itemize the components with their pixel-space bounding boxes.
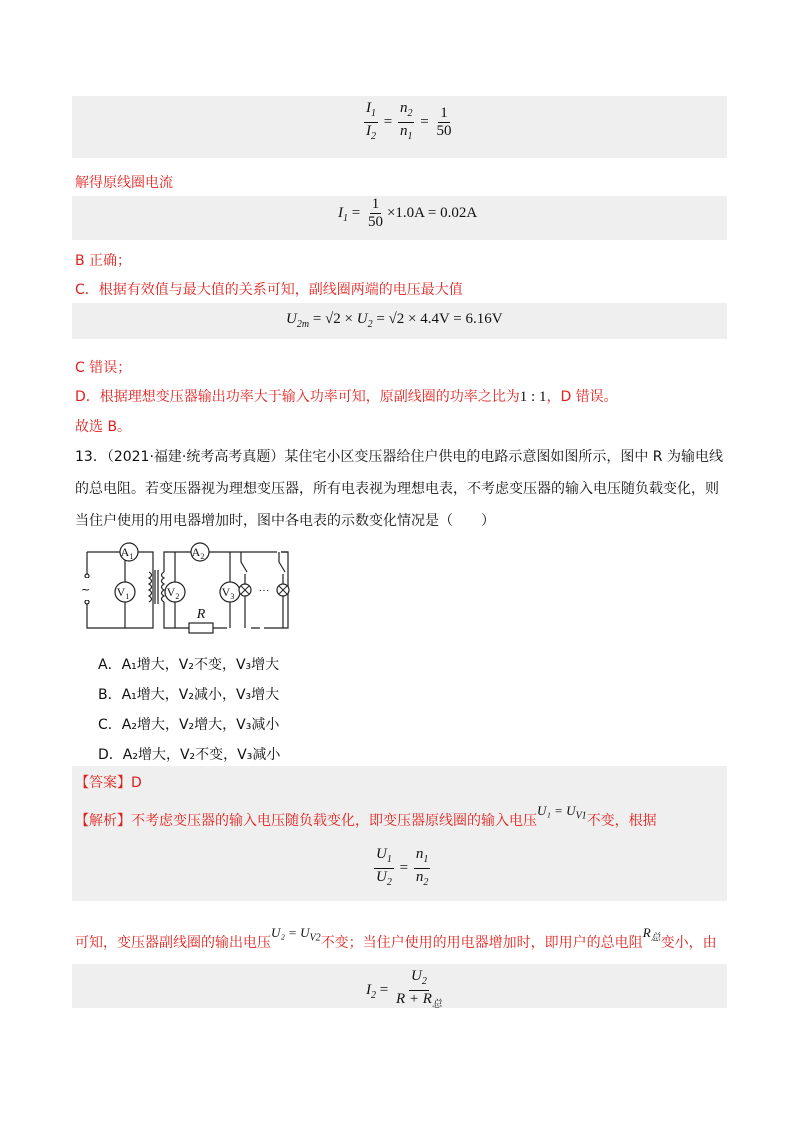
d-text: D．根据理想变压器输出功率大于输入功率可知，原副线圈的功率之比为1 : 1，D 错误。 xyxy=(75,389,618,405)
circuit-diagram xyxy=(75,538,300,636)
formula-i1: $I_1$ = $\frac{1}{50}$ ×1.0A = 0.02A xyxy=(338,196,478,230)
ratio-value: 1 : 1 xyxy=(519,389,547,405)
option-c[interactable]: C．A₂增大，V₂增大，V₃减小 xyxy=(98,717,280,733)
inline-formula-u2: $U_2 = U_{V2}$ xyxy=(271,925,321,944)
inference-text: 可知，变压器副线圈的输出电压$U_2 = U_{V2}$不变；当住户使用的用电器增加时，即用户的总电阻$R_总$变小，由 xyxy=(75,925,717,951)
answer-text: 【答案】D xyxy=(75,775,142,791)
ammeter-a2: $A_2$ xyxy=(191,545,205,561)
question-line-2: 的总电阻。若变压器视为理想变压器，所有电表视为理想电表，不考虑变压器的输入电压随负载变化，则 xyxy=(75,481,719,497)
b-correct-text: B 正确； xyxy=(75,253,132,269)
formula-u2m: $U_{2m} = √2 \times U_2 = √2 \times 4.4V = 6.16V$ xyxy=(286,311,503,330)
formula-current-ratio: $\frac{I_1}{I_2}$ = $\frac{n_2}{n_1}$ = $\frac{1}{50}$ xyxy=(366,100,452,142)
analysis-text: 【解析】不考虑变压器的输入电压随负载变化，即变压器原线圈的输入电压$U_1 = U_{V1}$不变，根据 xyxy=(75,803,657,829)
option-b[interactable]: B．A₁增大，V₂减小，V₃增大 xyxy=(98,687,280,703)
voltmeter-v1: $V_1$ xyxy=(116,585,130,601)
c-wrong-text: C 错误； xyxy=(75,360,132,376)
ammeter-a1: $A_1$ xyxy=(120,545,134,561)
voltmeter-v2: $V_2$ xyxy=(166,585,180,601)
c-text: C．根据有效值与最大值的关系可知，副线圈两端的电压最大值 xyxy=(75,282,463,298)
formula-i2: $I_2$ = $\frac{U_2}{R + R_总}$ xyxy=(366,968,442,1010)
inline-formula-r-total: $R_总$ xyxy=(642,925,661,944)
conclusion-text: 故选 B。 xyxy=(75,419,132,435)
resistor-label: R xyxy=(196,607,206,622)
question-line-1: 13．（2021·福建·统考高考真题）某住宅小区变压器给住户供电的电路示意图如图所示，图中 R 为输电线 xyxy=(75,449,723,465)
option-d[interactable]: D．A₂增大，V₂不变，V₃减小 xyxy=(98,747,281,763)
solve-text: 解得原线圈电流 xyxy=(75,175,173,191)
option-a[interactable]: A．A₁增大，V₂不变，V₃增大 xyxy=(98,657,280,673)
ac-source-symbol: ~ xyxy=(81,583,91,596)
ellipsis-label: ··· xyxy=(258,585,270,597)
voltmeter-v3: $V_3$ xyxy=(221,585,235,601)
question-line-3: 当住户使用的用电器增加时，图中各电表的示数变化情况是（ ） xyxy=(75,513,495,529)
inline-formula-u1: $U_1 = U_{V1}$ xyxy=(537,803,587,822)
formula-voltage-ratio: $\frac{U_1}{U_2}$ = $\frac{n_1}{n_2}$ xyxy=(376,846,429,888)
